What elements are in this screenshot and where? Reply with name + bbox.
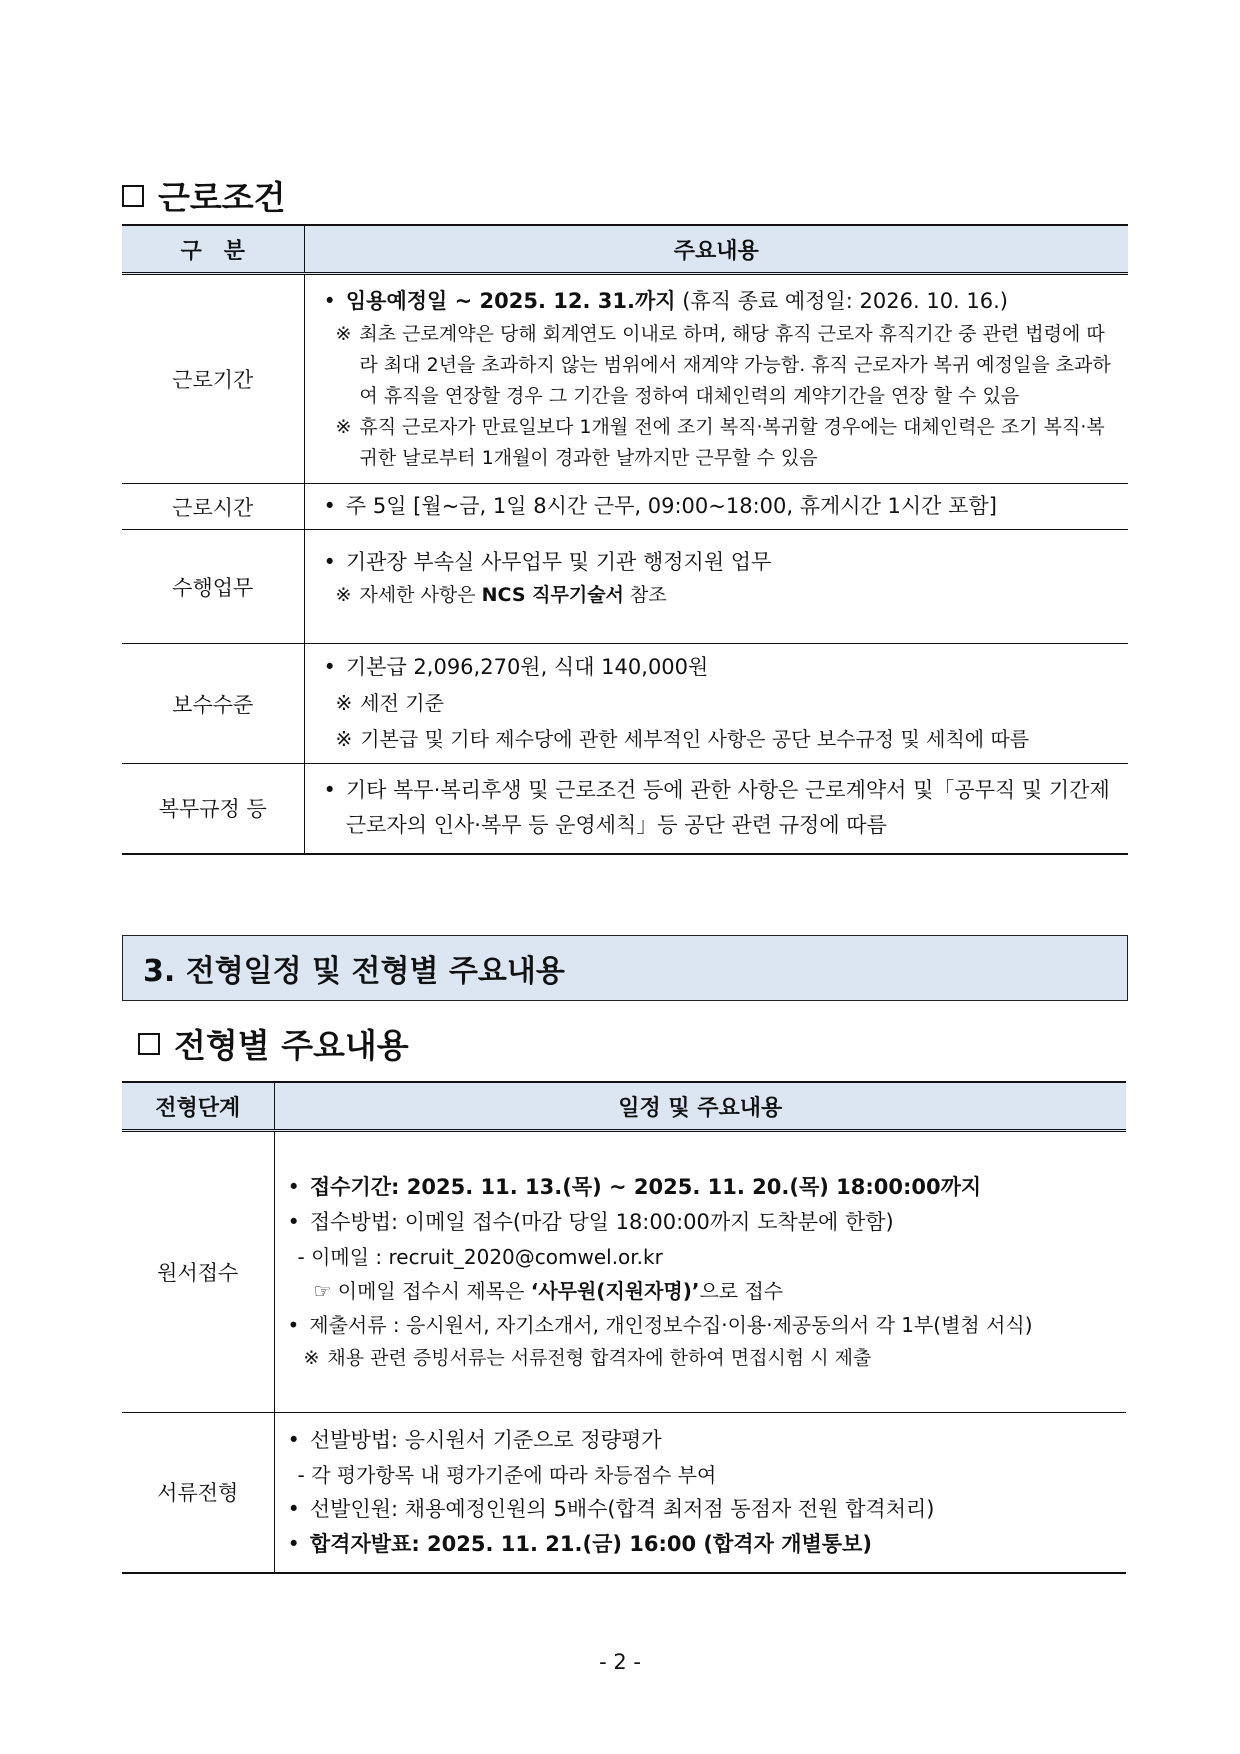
- checkbox-square-icon: [122, 185, 144, 207]
- row-label-duty: 수행업무: [122, 530, 304, 644]
- work-conditions-table: [122, 224, 1128, 855]
- email-line: - 이메일 : recruit_2020@comwel.or.kr: [297, 1245, 663, 1269]
- table-row: [122, 1131, 1126, 1413]
- header-stage: 전형단계: [122, 1082, 274, 1131]
- row-label-rules: 복무규정 등: [122, 764, 304, 854]
- selection-stages-table: [122, 1081, 1126, 1574]
- heading-text: 전형별 주요내용: [174, 1026, 409, 1065]
- row-content-pay: • 기본급 2,096,270원, 식대 140,000원 ※ 세전 기준 ※ 기본급 및 기타 제수당에 관한 세부적인 사항은 공단 보수규정 및 세칙에 따름: [304, 644, 1128, 764]
- table-header-row: [122, 1082, 1126, 1131]
- table-row: [122, 1413, 1126, 1573]
- header-content: 주요내용: [304, 225, 1128, 274]
- checkbox-square-icon: [138, 1033, 160, 1055]
- section-heading-stages: [138, 1020, 409, 1067]
- section-heading-work-conditions: [122, 172, 286, 219]
- table-row: [122, 484, 1128, 530]
- row-content-hours: • 주 5일 [월~금, 1일 8시간 근무, 09:00~18:00, 휴게시간 1시간 포함]: [304, 484, 1128, 530]
- row-label-pay: 보수수준: [122, 644, 304, 764]
- heading-text: 근로조건: [158, 178, 286, 217]
- page-number: - 2 -: [599, 1650, 641, 1674]
- row-label-apply: 원서접수: [122, 1131, 274, 1413]
- row-content-screen: • 선발방법: 응시원서 기준으로 정량평가 - 각 평가항목 내 평가기준에 따라 차등점수 부여 • 선발인원: 채용예정인원의 5배수(합격 최저점 동점자 전원 합격처리) • 합격자발표: 2025. 11. 21.(금) 16:00 (합격자 개별통보): [274, 1413, 1126, 1573]
- row-label-screen: 서류전형: [122, 1413, 274, 1573]
- row-content-rules: • 기타 복무·복리후생 및 근로조건 등에 관한 사항은 근로계약서 및「공무직 및 기간제근로자의 인사·복무 등 운영세칙」등 공단 관련 규정에 따름: [304, 764, 1128, 854]
- row-content-period: • 임용예정일 ~ 2025. 12. 31.까지 (휴직 종료 예정일: 2026. 10. 16.) ※ 최초 근로계약은 당해 회계연도 이내로 하며, 해당 휴직 근로자 휴직기간 중 관련 법령에 따라 최대 2년을 초과하지 않는 범위에서 재계약 가능함. 휴직 근로자가 복귀 예정일을 초과하여 휴직을 연장할 경우 그 기간을 정하여 대체인력의 계약기간을 연장 할 수 있음 ※ 휴직 근로자가 만료일보다 1개월 전에 조기 복직·복귀할 경우에는 대체인력은 조기 복직·복귀한 날로부터 1개월이 경과한 날까지만 근무할 수 있음: [304, 274, 1128, 484]
- row-content-apply: • 접수기간: 2025. 11. 13.(목) ~ 2025. 11. 20.(목) 18:00:00까지 • 접수방법: 이메일 접수(마감 당일 18:00:00까지 도착분에 한함) - 이메일 : recruit_2020@comwel.or.kr ☞ 이메일 접수시 제목은 ‘사무원(지원자명)’으로 접수 • 제출서류 : 응시원서, 자기소개서, 개인정보수집·이용·제공동의서 각 1부(별첨 서식) ※ 채용 관련 증빙서류는 서류전형 합격자에 한하여 면접시험 시 제출: [274, 1131, 1126, 1413]
- table-row: [122, 764, 1128, 854]
- header-category: 구 분: [122, 225, 304, 274]
- pointing-hand-icon: ☞: [313, 1279, 332, 1303]
- table-row: [122, 644, 1128, 764]
- row-content-duty: • 기관장 부속실 사무업무 및 기관 행정지원 업무 ※ 자세한 사항은 NCS 직무기술서 참조: [304, 530, 1128, 644]
- table-header-row: [122, 225, 1128, 274]
- table-row: [122, 274, 1128, 484]
- header-schedule: 일정 및 주요내용: [274, 1082, 1126, 1131]
- row-label-period: 근로기간: [122, 274, 304, 484]
- row-label-hours: 근로시간: [122, 484, 304, 530]
- table-row: [122, 530, 1128, 644]
- section-title-bar: 3. 전형일정 및 전형별 주요내용: [122, 935, 1128, 1001]
